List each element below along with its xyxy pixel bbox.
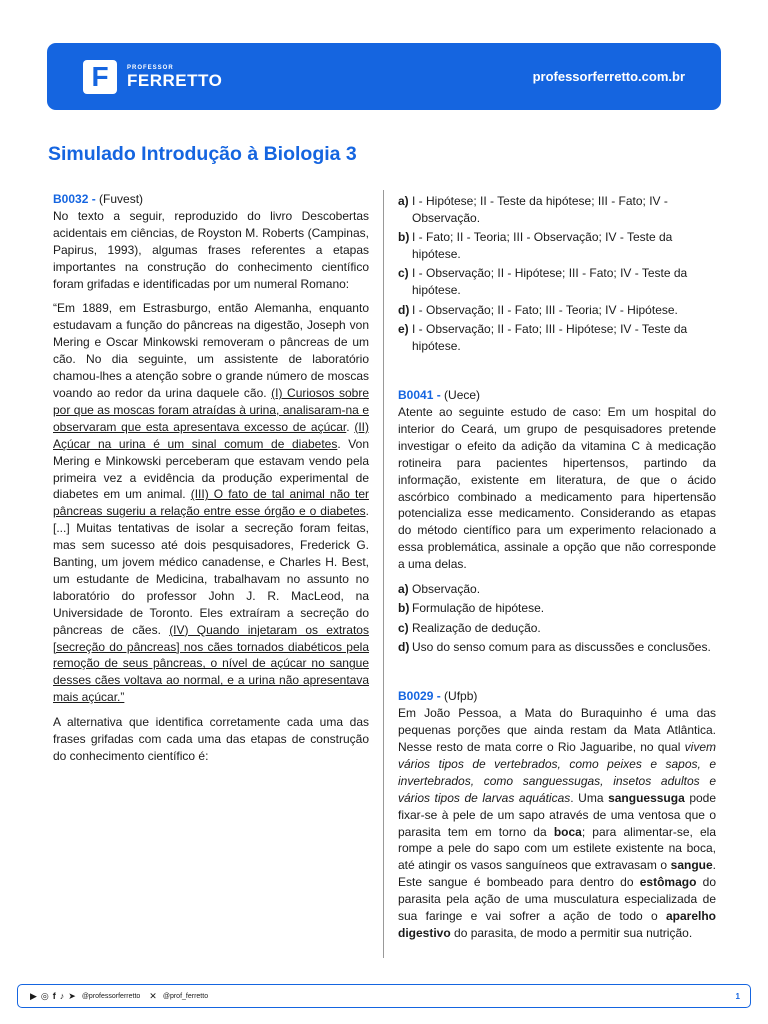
text-run: do parasita pela ação de uma musculatura especializada de sua faringe e vai sofrer a ação de todo o xyxy=(398,875,716,924)
brand-small-label: PROFESSOR xyxy=(127,64,174,71)
text-run: do parasita, de modo a permitir sua nutrição. xyxy=(450,925,693,940)
bold-run: aparelho digestivo xyxy=(398,909,716,940)
question-source: (Uece) xyxy=(444,388,481,403)
footer-bar xyxy=(17,984,751,1008)
question-quote xyxy=(53,300,369,706)
text-run: . Este sangue é bombeado para dentro do xyxy=(398,858,716,890)
option-line: hipótese. xyxy=(412,338,461,353)
left-column xyxy=(53,191,369,765)
option-c[interactable] xyxy=(398,265,716,299)
option-letter: e) xyxy=(398,321,409,336)
logo-f-icon: F xyxy=(83,60,117,94)
brand-name: FERRETTO xyxy=(127,70,223,90)
option-d[interactable] xyxy=(398,302,716,319)
italic-run: vivem vários tipos de vertebrados, como peixes e sapos, e invertebrados, como sanguessugas, insetos adultos e vários tipos de larvas aquáticas xyxy=(398,739,716,805)
option-letter: a) xyxy=(398,582,409,597)
option-line: hipótese. xyxy=(412,283,461,298)
underlined-phrase-iii: (III) O fato de tal animal não ter pâncreas sugeriu a relação entre esse órgão e o diabetes xyxy=(53,487,370,519)
question-code: B0029 - xyxy=(398,689,441,704)
question-header-b0029 xyxy=(398,688,716,705)
option-letter: a) xyxy=(398,194,409,208)
question-header-b0032 xyxy=(53,191,369,208)
bold-run: sangue xyxy=(670,858,713,873)
quote-text-1: “Em 1889, em Estrasburgo, então Alemanha, enquanto estudavam a função do pâncreas na digestão, Joseph von Mering e Oscar Minkowski removeram o pâncreas de um cão. No dia seguinte, um assistente de laboratório chamou-lhes a atenção sobre o grande número de moscas voando ao redor da urina daquele cão. xyxy=(53,301,369,400)
option-text: Uso do senso comum para as discussões e conclusões. xyxy=(412,639,711,654)
option-line: I - Observação; II - Fato; III - Hipótese; IV - Teste da xyxy=(412,321,688,336)
underlined-phrase-iv: (IV) Quando injetaram os extratos [secreção do pâncreas] nos cães tornados diabéticos pela remoção de seus pâncreas, o nível de açúcar no sangue desses cães voltava ao normal, e a urina não apresentava mais açúcar.” xyxy=(53,622,369,705)
option-letter: d) xyxy=(398,302,410,317)
option-c[interactable] xyxy=(398,620,716,637)
option-a[interactable] xyxy=(398,193,716,227)
quote-text-4: . [...] Muitas tentativas de isolar a secreção foram feitas, mas sem sucesso até dois pesquisadores, Frederick G. Banting, um jovem médico canadense, e Charles H. Best, um estudante de Medicina, trabalhavam no assunto no laboratório do professor John J. R. MacLeod, na Universidade de Toronto. Eles extraíram a secreção do pâncreas de cães. xyxy=(53,504,369,637)
question-prompt: A alternativa que identifica corretamente cada uma das frases grifadas com cada uma das etapas de construção do conhecimento científico é: xyxy=(53,715,369,763)
question-code: B0041 - xyxy=(398,388,441,403)
page-number: 1 xyxy=(735,991,740,1001)
underlined-phrase-ii: (II) Açúcar na urina é um sinal comum de diabetes xyxy=(53,419,369,451)
question-source: (Fuvest) xyxy=(99,192,144,206)
tiktok-icon[interactable]: ♪ xyxy=(59,990,65,1001)
option-b[interactable] xyxy=(398,229,716,263)
youtube-icon[interactable]: ▶ xyxy=(30,990,37,1001)
option-letter: b) xyxy=(398,230,410,245)
x-icon[interactable]: ✕ xyxy=(149,990,157,1001)
option-text xyxy=(412,265,716,299)
options-b0041 xyxy=(398,581,716,656)
right-column xyxy=(398,193,716,942)
brand-logo[interactable] xyxy=(83,60,222,94)
social-links xyxy=(30,992,213,1001)
header-banner xyxy=(47,43,721,110)
question-text xyxy=(398,705,716,942)
underlined-phrase-i: (I) Curiosos sobre por que as moscas foram atraídas à urina, analisaram-na e observaram que esta apresentava excesso de açúcar xyxy=(53,385,369,434)
column-divider xyxy=(383,190,384,958)
option-text xyxy=(412,302,716,319)
question-code: B0032 - xyxy=(53,192,96,206)
option-line: I - Observação; II - Fato; III - Teoria; IV - Hipótese. xyxy=(412,302,678,317)
option-text: Realização de dedução. xyxy=(412,620,541,635)
option-text xyxy=(412,193,716,227)
bold-run: sanguessuga xyxy=(608,790,685,805)
option-line: Observação. xyxy=(412,210,481,225)
text-run: Em João Pessoa, a Mata do Buraquinho é uma das pequenas porções que ainda restam da Mata Atlântica. Nesse resto de mata corre o Rio Jaguaribe, no qual xyxy=(398,706,716,754)
quote-text-3: . Von Mering e Minkowski perceberam que estavam vendo pela primeira vez a evidência da produção experimental de diabetes em um animal. xyxy=(53,436,369,502)
options-b0032 xyxy=(398,193,716,355)
option-text: Observação. xyxy=(412,582,481,597)
text-run: . Uma xyxy=(570,790,609,805)
option-line: I - Observação; II - Hipótese; III - Fato; IV - Teste da xyxy=(412,266,688,281)
instagram-icon[interactable]: ◎ xyxy=(40,990,49,1001)
facebook-icon[interactable]: f xyxy=(52,990,56,1001)
spacer xyxy=(398,658,716,688)
option-b[interactable] xyxy=(398,600,716,617)
brand-text xyxy=(127,65,222,89)
question-source: (Ufpb) xyxy=(444,689,478,704)
option-line: I - Fato; II - Teoria; III - Observação; IV - Teste da xyxy=(412,230,673,245)
social-handle-x[interactable]: @prof_ferretto xyxy=(162,992,209,1000)
social-handle[interactable]: @professorferretto xyxy=(81,992,141,1000)
option-a[interactable] xyxy=(398,581,716,598)
option-text xyxy=(412,229,716,263)
text-run: ; para alimentar-se, ela rompe a pele do sapo com um estilete existente na boca, até atingir os vasos sanguíneos que extravasam o xyxy=(398,824,716,873)
site-link[interactable]: professorferretto.com.br xyxy=(532,69,685,84)
option-d[interactable] xyxy=(398,639,716,656)
page-title: Simulado Introdução à Biologia 3 xyxy=(48,143,357,165)
option-text xyxy=(412,321,716,355)
quote-text-2: . xyxy=(346,419,355,434)
option-letter: c) xyxy=(398,620,409,635)
question-text: Atente ao seguinte estudo de caso: Em um hospital do interior do Ceará, um grupo de pesquisadores pretende investigar o efeito da adição da vitamina C à medicação rotineira para pacientes hipertensos, partindo da informação, existente em literatura, de que o ácido ascórbico combinado a medicamento para hipertensão potencializa esse medicamento. Considerando as etapas do método científico para um experimento relacionado a essa problemática, assinale a opção que não corresponde a uma delas. xyxy=(398,405,716,572)
option-e[interactable] xyxy=(398,321,716,355)
option-letter: c) xyxy=(398,266,409,281)
option-letter: d) xyxy=(398,639,410,654)
bold-run: boca xyxy=(553,824,582,839)
option-line: hipótese. xyxy=(412,247,461,262)
question-intro: No texto a seguir, reproduzido do livro Descobertas acidentais em ciências, de Royston M. Roberts (Campinas, Papirus, 1993), algumas frases referentes a etapas importantes na construção do conhecimento científico foram grifadas e identificadas por um numeral Romano: xyxy=(53,208,369,291)
option-line: I - Hipótese; II - Teste da hipótese; III - Fato; IV - xyxy=(412,194,668,208)
question-header-b0041 xyxy=(398,387,716,404)
option-letter: b) xyxy=(398,601,410,616)
bold-run: estômago xyxy=(639,875,697,890)
spacer xyxy=(398,357,716,387)
option-text: Formulação de hipótese. xyxy=(412,601,545,616)
text-run: pode fixar-se à pele de um sapo através de uma ventosa que o parasita tem em torno da xyxy=(398,790,717,839)
telegram-icon[interactable]: ➤ xyxy=(68,990,76,1001)
